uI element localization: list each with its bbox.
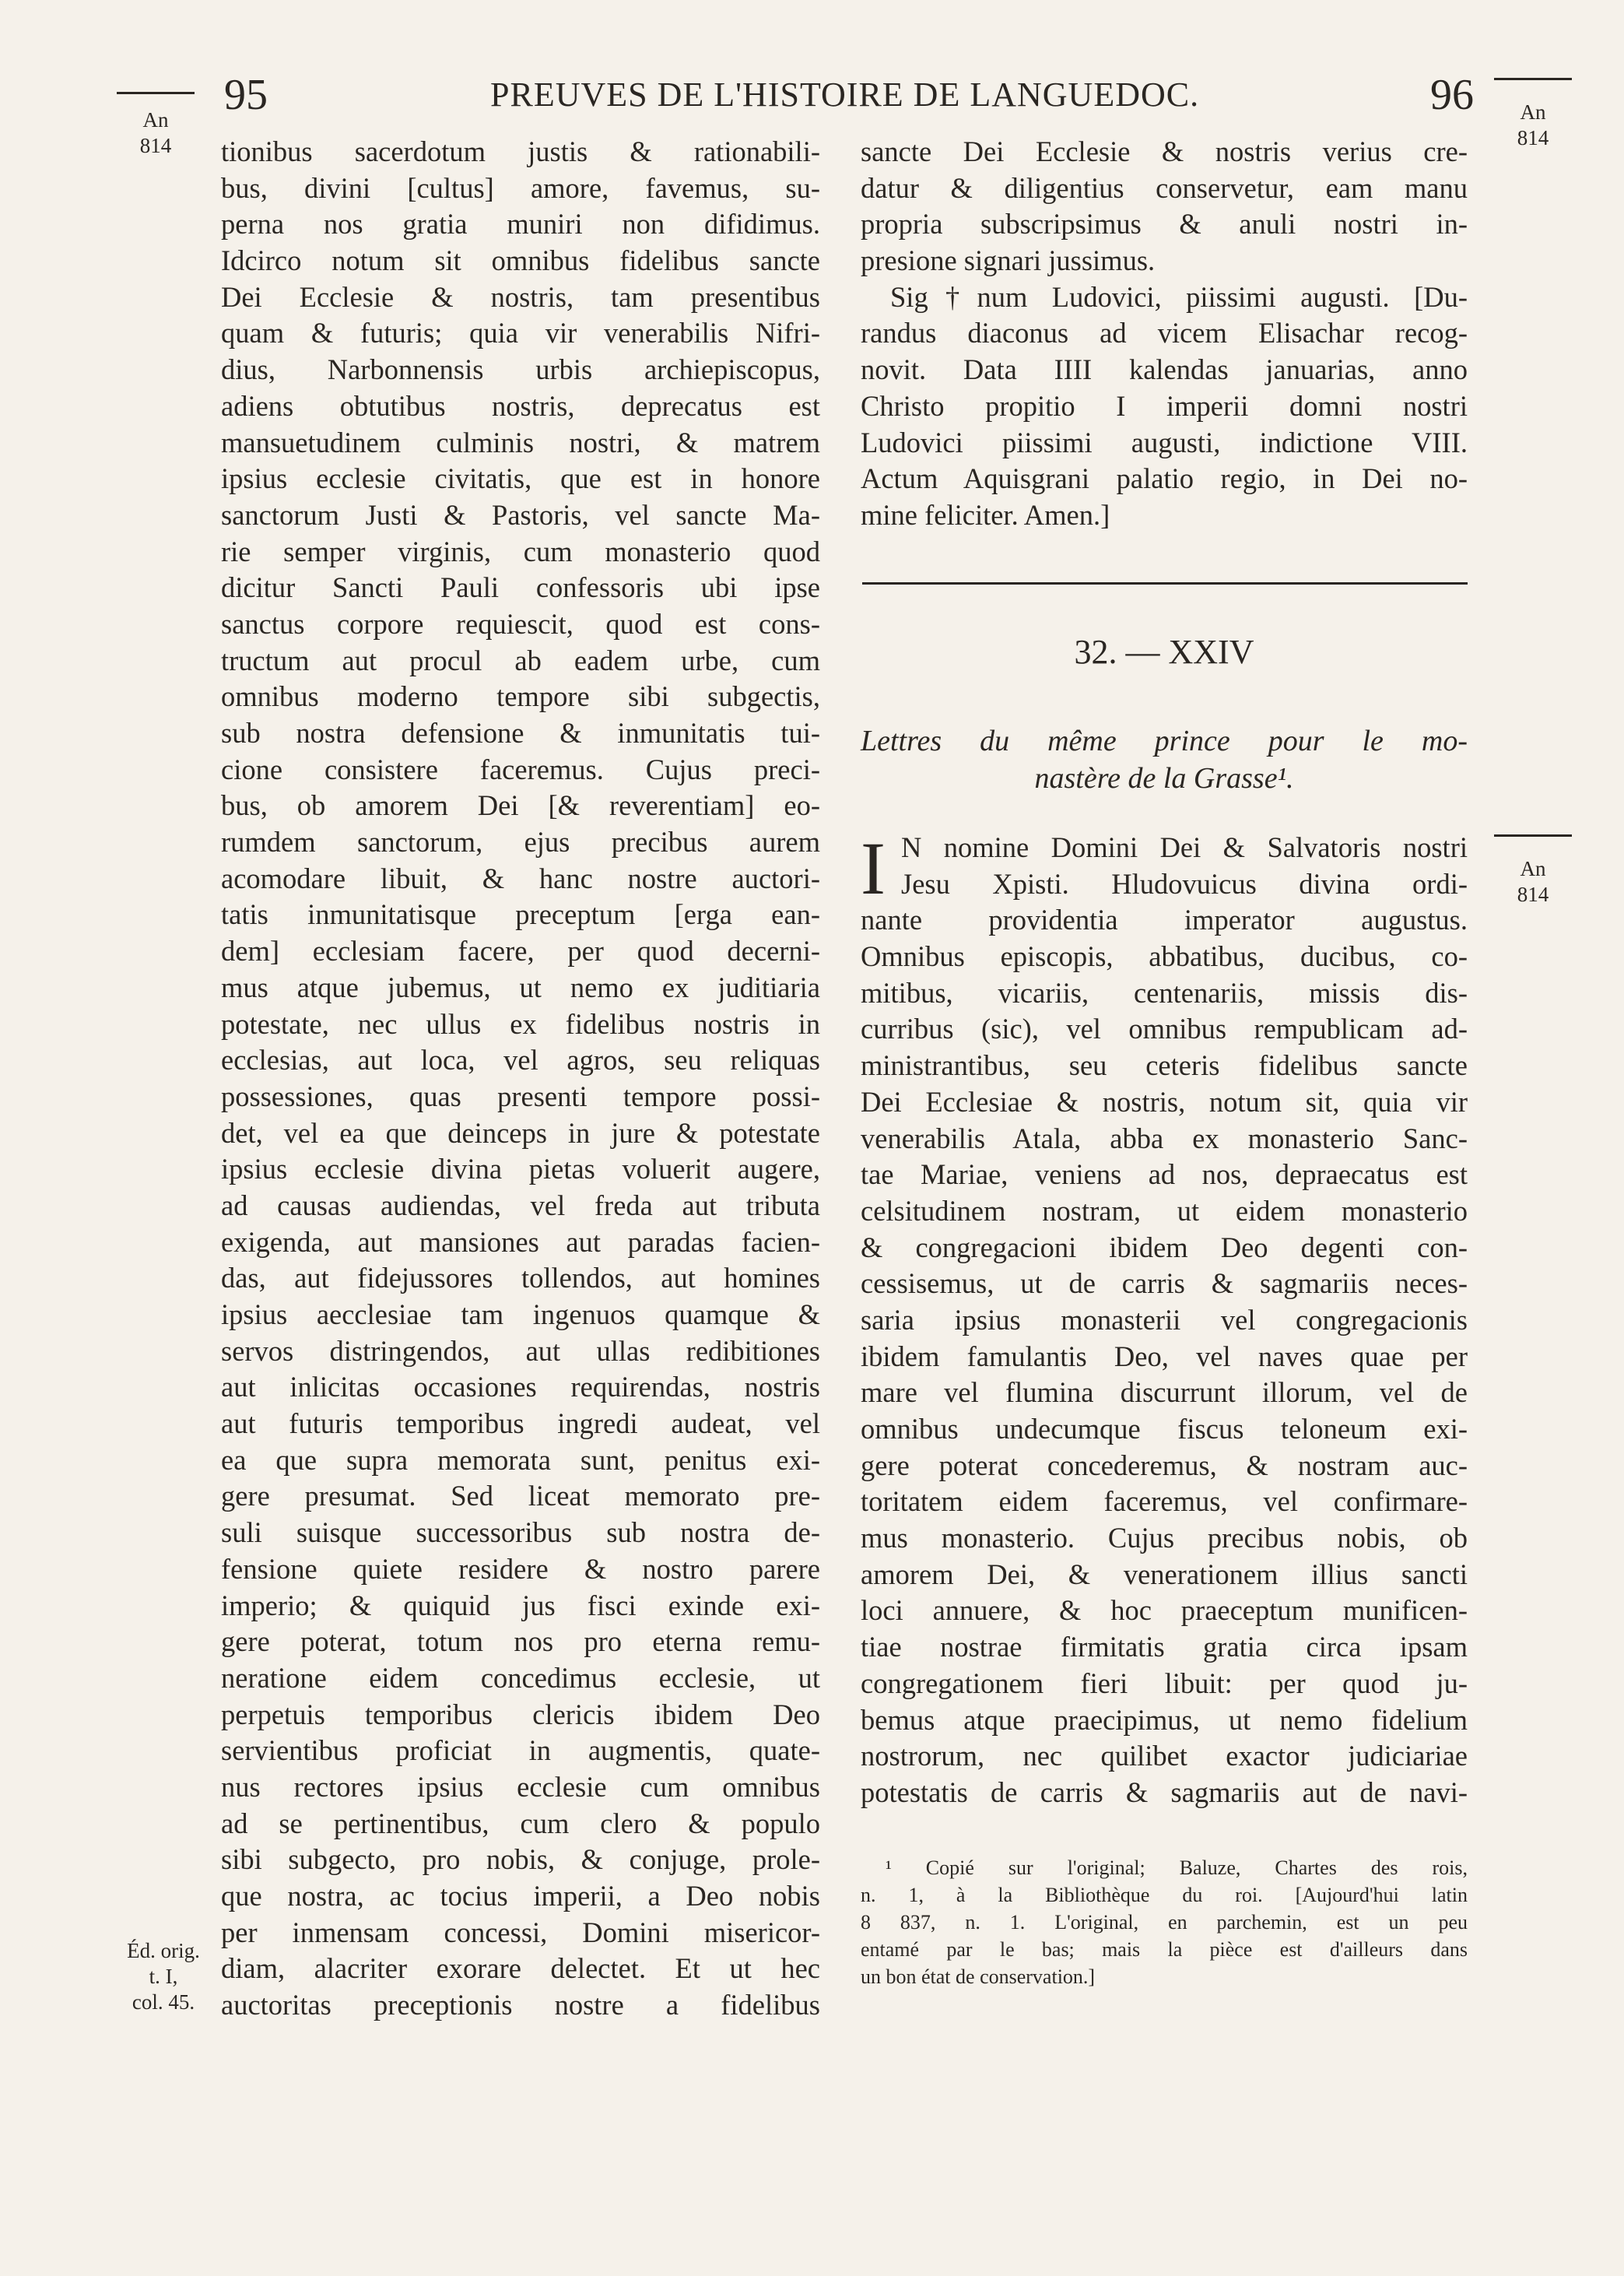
text-line: diam, alacriter exorare delectet. Et ut hec	[221, 1952, 820, 1985]
section-title	[861, 722, 1468, 797]
text-line: gere presumat. Sed liceat memorato pre-	[221, 1480, 820, 1512]
margin-rule-mid-right	[1494, 834, 1572, 837]
text-line: perpetuis temporibus clericis ibidem Deo	[221, 1698, 820, 1730]
margin-year-value: 814	[1517, 883, 1549, 906]
margin-year-value: 814	[1517, 126, 1549, 149]
margin-year-right-mid	[1494, 856, 1572, 908]
signum-line: Sig†num Ludovici, piissimi augusti. [Du-	[890, 280, 1468, 313]
margin-rule-top-left	[117, 92, 195, 94]
text-line: ecclesias, aut loca, vel agros, seu reliquas	[221, 1044, 820, 1077]
footnote-line: ¹ Copié sur l'original; Baluze, Chartes des rois,	[886, 1856, 1468, 1879]
signum-line: Actum Aquisgrani palatio regio, in Dei no-	[861, 462, 1468, 495]
text-line: sanctus corpore requiescit, quod est cons-	[221, 607, 820, 640]
text-line: tatis inmunitatisque preceptum [erga ean-	[221, 898, 820, 931]
text-line: cessisemus, ut de carris & sagmariis neces-	[861, 1267, 1468, 1300]
text-line: dicitur Sancti Pauli confessoris ubi ipse	[221, 571, 820, 604]
text-line: Dei Ecclesiae & nostris, notum sit, quia vir	[861, 1085, 1468, 1118]
footnote-line: 8 837, n. 1. L'original, en parchemin, est un peu	[861, 1911, 1468, 1934]
edition-note-line: t. I,	[149, 1965, 178, 1988]
text-line: potestatis de carris & sagmariis aut de navi-	[861, 1775, 1468, 1808]
margin-rule-top-right	[1494, 78, 1572, 80]
text-line: nostrorum, nec quilibet exactor judiciariae	[861, 1740, 1468, 1772]
text-line: sancte Dei Ecclesie & nostris verius cre-	[861, 135, 1468, 167]
text-line: ipsius aecclesiae tam ingenuos quamque &	[221, 1298, 820, 1330]
signum-line: novit. Data IIII kalendas januarias, anno	[861, 353, 1468, 386]
text-line: ibidem famulantis Deo, vel naves quae per	[861, 1340, 1468, 1372]
text-line: bus, ob amorem Dei [& reverentiam] eo-	[221, 789, 820, 822]
signum-line: Ludovici piissimi augusti, indictione VIII.	[861, 426, 1468, 458]
text-line: ad se pertinentibus, cum clero & populo	[221, 1807, 820, 1839]
text-line: sanctorum Justi & Pastoris, vel sancte Ma-	[221, 498, 820, 531]
margin-year-left	[117, 107, 195, 159]
text-line: toritatem eidem faceremus, vel confirmare-	[861, 1485, 1468, 1518]
text-line: que nostra, ac tocius imperii, a Deo nobis	[221, 1880, 820, 1912]
text-line: potestate, nec ullus ex fidelibus nostris in	[221, 1007, 820, 1040]
text-line: N nomine Domini Dei & Salvatoris nostri	[901, 831, 1468, 863]
text-line: Omnibus episcopis, abbatibus, ducibus, co-	[861, 940, 1468, 973]
text-line: possessiones, quas presenti tempore possi-	[221, 1080, 820, 1112]
text-line: Jesu Xpisti. Hludovuicus divina ordi-	[901, 867, 1468, 900]
text-line: ministrantibus, seu ceteris fidelibus sancte	[861, 1049, 1468, 1082]
text-line: amorem Dei, & venerationem illius sancti	[861, 1558, 1468, 1590]
text-line: datur & diligentius conservetur, eam manu	[861, 171, 1468, 204]
running-title: PREUVES DE L'HISTOIRE DE LANGUEDOC.	[490, 76, 1200, 114]
footnote-line: un bon état de conservation.]	[861, 1965, 1096, 1988]
text-line: mus monasterio. Cujus precibus nobis, ob	[861, 1522, 1468, 1554]
text-line: presione signari jussimus.	[861, 244, 1156, 277]
text-line: curribus (sic), vel omnibus rempublicam ad-	[861, 1013, 1468, 1045]
text-line: rie semper virginis, cum monasterio quod	[221, 535, 820, 567]
text-line: omnibus undecumque fiscus teloneum exi-	[861, 1413, 1468, 1445]
text-line: ipsius ecclesie civitatis, que est in honore	[221, 462, 820, 495]
text-line: loci annuere, & hoc praeceptum munificen-	[861, 1594, 1468, 1627]
text-line: adiens obtutibus nostris, deprecatus est	[221, 389, 820, 422]
margin-year-right	[1494, 100, 1572, 151]
text-line: cione consistere faceremus. Cujus preci-	[221, 753, 820, 785]
footnote-line: n. 1, à la Bibliothèque du roi. [Aujourd'hui latin	[861, 1884, 1468, 1906]
text-line: per inmensam concessi, Domini misericor-	[221, 1916, 820, 1948]
text-line: propria subscripsimus & anuli nostri in-	[861, 208, 1468, 241]
text-line: sibi subgecto, pro nobis, & conjuge, prole-	[221, 1843, 820, 1876]
text-line: gere poterat, totum nos pro eterna remu-	[221, 1625, 820, 1658]
text-line: Idcirco notum sit omnibus fidelibus sancte	[221, 244, 820, 277]
text-line: acomodare libuit, & hanc nostre auctori-	[221, 862, 820, 894]
margin-year-label: An	[1520, 100, 1546, 124]
left-column	[221, 134, 820, 2024]
text-line: tionibus sacerdotum justis & rationabili-	[221, 135, 820, 167]
text-line: gere poterat concederemus, & nostram auc-	[861, 1449, 1468, 1481]
text-line: rumdem sanctorum, ejus precibus aurem	[221, 826, 820, 859]
text-line: servos distringendos, aut ullas redibitiones	[221, 1334, 820, 1367]
text-line: mansuetudinem culminis nostri, & matrem	[221, 426, 820, 458]
text-line: nus rectores ipsius ecclesie cum omnibus	[221, 1770, 820, 1803]
text-line: imperio; & quiquid jus fisci exinde exi-	[221, 1589, 820, 1621]
right-page-number: 96	[1430, 71, 1474, 119]
text-line: auctoritas preceptionis nostre a fidelibus	[221, 1989, 820, 2021]
text-line: nante providentia imperator augustus.	[861, 904, 1468, 936]
text-line: mitibus, vicariis, centenariis, missis dis-	[861, 976, 1468, 1009]
text-line: ea que supra memorata sunt, penitus exi-	[221, 1443, 820, 1476]
text-line: dem] ecclesiam facere, per quod decerni-	[221, 935, 820, 968]
text-line: neratione eidem concedimus ecclesie, ut	[221, 1661, 820, 1694]
edition-note	[117, 1938, 210, 2015]
text-line: aut futuris temporibus ingredi audeat, vel	[221, 1407, 820, 1440]
text-line: celsitudinem nostram, ut eidem monasterio	[861, 1194, 1468, 1227]
text-line: tiae nostrae firmitatis gratia circa ipsam	[861, 1631, 1468, 1663]
text-line: ad causas audiendas, vel freda aut tributa	[221, 1189, 820, 1221]
text-line: saria ipsius monasterii vel congregacionis	[861, 1303, 1468, 1336]
text-line: ipsius ecclesie divina pietas voluerit augere,	[221, 1153, 820, 1185]
text-line: bus, divini [cultus] amore, favemus, su-	[221, 171, 820, 204]
text-line: Dei Ecclesie & nostris, tam presentibus	[221, 280, 820, 313]
margin-year-label: An	[142, 108, 169, 132]
edition-note-line: col. 45.	[132, 1990, 195, 2014]
right-column-body	[861, 827, 1468, 1811]
margin-year-value: 814	[139, 134, 172, 157]
text-line: perna nos gratia muniri non difidimus.	[221, 208, 820, 241]
text-line: & congregacioni ibidem Deo degenti con-	[861, 1231, 1468, 1263]
section-title-line: nastère de la Grasse¹.	[1034, 762, 1294, 795]
footnote-line: entamé par le bas; mais la pièce est d'ailleurs dans	[861, 1938, 1468, 1961]
drop-cap: I	[861, 827, 886, 910]
text-line: suli suisque successoribus sub nostra de-	[221, 1516, 820, 1549]
left-page-number: 95	[224, 71, 268, 119]
text-line: das, aut fidejussores tollendos, aut homines	[221, 1262, 820, 1294]
text-line: sub nostra defensione & inmunitatis tui-	[221, 717, 820, 749]
text-line: congregationem fieri libuit: per quod ju-	[861, 1667, 1468, 1699]
right-column-top	[861, 134, 1468, 534]
text-line: fensione quiete residere & nostro parere	[221, 1552, 820, 1585]
text-line: venerabilis Atala, abba ex monasterio Sanc-	[861, 1122, 1468, 1154]
text-line: exigenda, aut mansiones aut paradas facien-	[221, 1225, 820, 1258]
text-line: servientibus proficiat in augmentis, quate-	[221, 1734, 820, 1767]
section-title-line: Lettres du même prince pour le mo-	[861, 725, 1468, 757]
text-line: bemus atque praecipimus, ut nemo fidelium	[861, 1703, 1468, 1736]
signum-line: mine feliciter. Amen.]	[861, 498, 1110, 531]
footnote	[861, 1854, 1468, 1990]
edition-note-line: Éd. orig.	[127, 1939, 200, 1962]
section-number: 32. — XXIV	[1074, 633, 1254, 671]
text-line: mus atque jubemus, ut nemo ex juditiaria	[221, 971, 820, 1003]
signum-line: Christo propitio I imperii domni nostri	[861, 389, 1468, 422]
text-line: quam & futuris; quia vir venerabilis Nifri-	[221, 317, 820, 349]
section-rule	[862, 582, 1468, 585]
text-line: tae Mariae, veniens ad nos, depraecatus est	[861, 1158, 1468, 1191]
text-line: dius, Narbonnensis urbis archiepiscopus,	[221, 353, 820, 386]
margin-year-label: An	[1520, 857, 1546, 880]
text-line: tructum aut procul ab eadem urbe, cum	[221, 644, 820, 676]
signum-line: randus diaconus ad vicem Elisachar recog-	[861, 317, 1468, 349]
text-line: det, vel ea que deinceps in jure & potestate	[221, 1116, 820, 1149]
text-line: aut inlicitas occasiones requirendas, nostris	[221, 1371, 820, 1403]
text-line: mare vel flumina discurrunt illorum, vel de	[861, 1376, 1468, 1409]
text-line: omnibus moderno tempore sibi subgectis,	[221, 680, 820, 713]
